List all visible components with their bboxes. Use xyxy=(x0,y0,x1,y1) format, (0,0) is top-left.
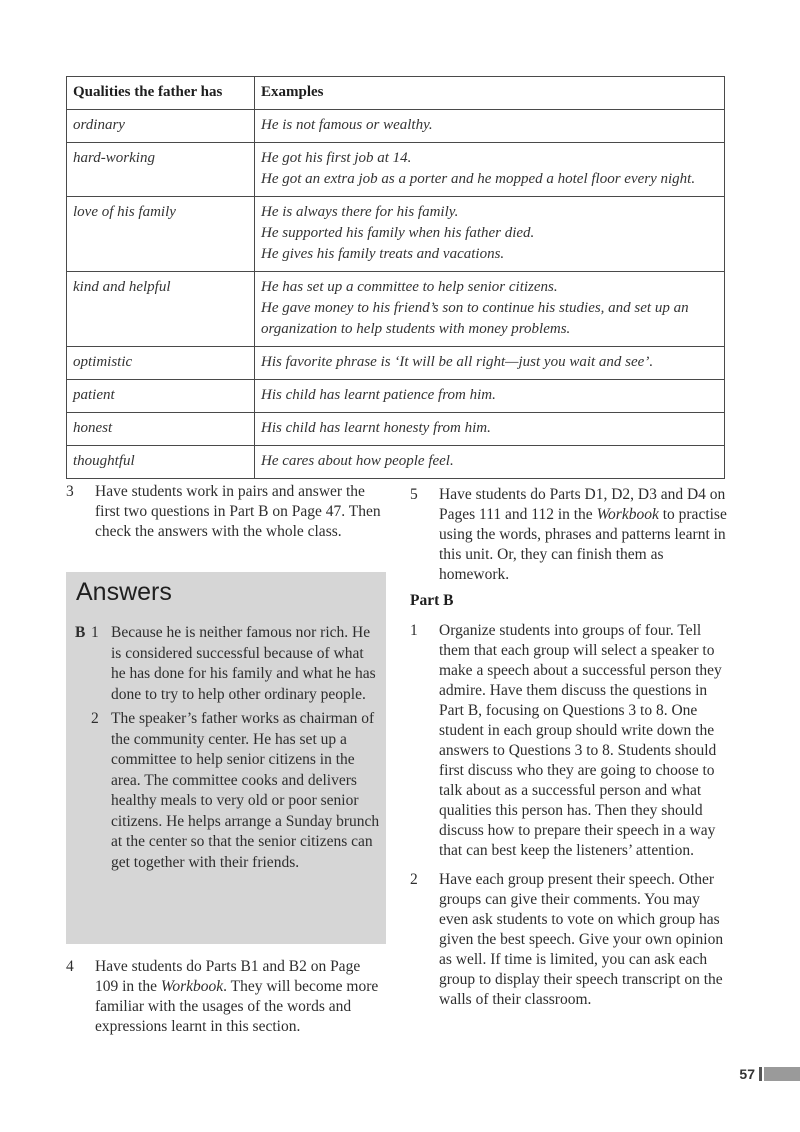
left-column xyxy=(66,482,386,542)
answer-item-2 xyxy=(75,709,380,873)
example-line: He is not famous or wealthy. xyxy=(261,117,433,133)
part-b-item-2 xyxy=(410,870,732,1010)
item-text xyxy=(439,485,732,585)
item-text: Have each group present their speech. Other groups can give their comments. You may even ask students to vote on which group has given the best speech. Give your own opinion as well. If time is limited, you can ask each group to display their speech transcript on the walls of their classroom. xyxy=(439,871,724,1008)
quality-cell: honest xyxy=(67,413,255,446)
quality-cell: love of his family xyxy=(67,197,255,272)
item-text: Have students work in pairs and answer the first two questions in Part B on Page 47. Then check the answers with the whole class. xyxy=(95,483,381,540)
item-text-part: Have students do Parts B1 and B2 on Page 109 in the xyxy=(95,958,361,995)
part-b-heading: Part B xyxy=(410,592,454,609)
qualities-table xyxy=(66,76,725,479)
examples-cell xyxy=(255,110,725,143)
instruction-item-3 xyxy=(66,482,386,542)
table-row xyxy=(67,413,725,446)
example-line: His child has learnt honesty from him. xyxy=(261,420,491,436)
answers-body xyxy=(75,623,380,873)
item-number: 4 xyxy=(66,958,74,975)
item-number: 1 xyxy=(410,622,418,639)
example-line: He got an extra job as a porter and he mopped a hotel floor every night. xyxy=(261,171,696,187)
answer-number: 1 xyxy=(91,624,99,641)
answer-number: 2 xyxy=(91,710,99,727)
example-line: He gives his family treats and vacations. xyxy=(261,246,505,262)
example-line: He has set up a committee to help senior citizens. xyxy=(261,279,558,295)
quality-cell: patient xyxy=(67,380,255,413)
table-row xyxy=(67,143,725,197)
instruction-item-5 xyxy=(410,485,732,585)
page-number-marker xyxy=(739,1066,800,1082)
item-text xyxy=(95,957,386,1037)
table-row xyxy=(67,110,725,143)
table-row xyxy=(67,446,725,479)
quality-cell: optimistic xyxy=(67,347,255,380)
example-line: He cares about how people feel. xyxy=(261,453,454,469)
page-number-divider xyxy=(759,1067,762,1081)
examples-cell xyxy=(255,413,725,446)
table-header-row xyxy=(67,77,725,110)
example-line: His child has learnt patience from him. xyxy=(261,387,496,403)
left-column-bottom xyxy=(66,957,386,1037)
table-row xyxy=(67,197,725,272)
quality-cell: hard-working xyxy=(67,143,255,197)
examples-cell xyxy=(255,446,725,479)
item-text-part: . They will become more familiar with the usages of the words and expressions learnt in this section. xyxy=(95,978,379,1035)
item-number: 2 xyxy=(410,871,418,888)
item-number: 5 xyxy=(410,486,418,503)
item-text: Organize students into groups of four. Tell them that each group will select a speaker to make a speech about a successful person they admire. Have them discuss the questions in Part B, focusing on Questions 3 to 8. One student in each group should write down the answers to Questions 3 to 8. Students should first discuss who they are going to choose to talk about as a successful person and what qualities this person has. Then they should discuss how to prepare their speech in a way that can best keep the listeners’ attention. xyxy=(439,622,722,859)
table-row xyxy=(67,380,725,413)
example-line: He is always there for his family. xyxy=(261,204,459,220)
examples-cell xyxy=(255,380,725,413)
example-line: His favorite phrase is ‘It will be all right—just you wait and see’. xyxy=(261,354,654,370)
table-row xyxy=(67,347,725,380)
quality-cell: ordinary xyxy=(67,110,255,143)
page-number: 57 xyxy=(739,1066,755,1082)
answer-section-label: B xyxy=(75,624,86,641)
instruction-item-4 xyxy=(66,957,386,1037)
column-header-examples: Examples xyxy=(255,77,725,110)
answers-box xyxy=(66,572,386,944)
example-line: He got his first job at 14. xyxy=(261,150,412,166)
column-header-qualities: Qualities the father has xyxy=(67,77,255,110)
page-number-bar xyxy=(764,1067,800,1081)
answer-text: The speaker’s father works as chairman of the community center. He has set up a committee to help senior citizens in the area. The committee cooks and delivers healthy meals to very old or poor senior citizens. He helps arrange a Sunday brunch at the center so that the senior citizens can get together with their friends. xyxy=(111,710,380,871)
item-number: 3 xyxy=(66,483,74,500)
item-text-part: Have students do Parts D1, D2, D3 and D4 on Pages 111 and 112 in the xyxy=(439,486,726,523)
workbook-title: Workbook xyxy=(596,506,659,523)
answer-text: Because he is neither famous nor rich. He is considered successful because of what he has done for his family and what he has done to try to help other ordinary people. xyxy=(111,624,376,703)
example-line: He gave money to his friend’s son to continue his studies, and set up an organization to help students with money problems. xyxy=(261,300,689,337)
workbook-title: Workbook xyxy=(160,978,224,995)
example-line: He supported his family when his father died. xyxy=(261,225,535,241)
examples-cell xyxy=(255,347,725,380)
quality-cell: kind and helpful xyxy=(67,272,255,347)
quality-cell: thoughtful xyxy=(67,446,255,479)
examples-cell xyxy=(255,197,725,272)
table-row xyxy=(67,272,725,347)
part-b-item-1 xyxy=(410,621,732,861)
answer-item-1 xyxy=(75,623,380,705)
examples-cell xyxy=(255,272,725,347)
examples-cell xyxy=(255,143,725,197)
right-column xyxy=(410,482,732,1010)
item-text-part: to practise using the words, phrases and patterns learnt in this unit. Or, they can finish them as homework. xyxy=(439,506,727,583)
answers-title: Answers xyxy=(76,578,172,606)
